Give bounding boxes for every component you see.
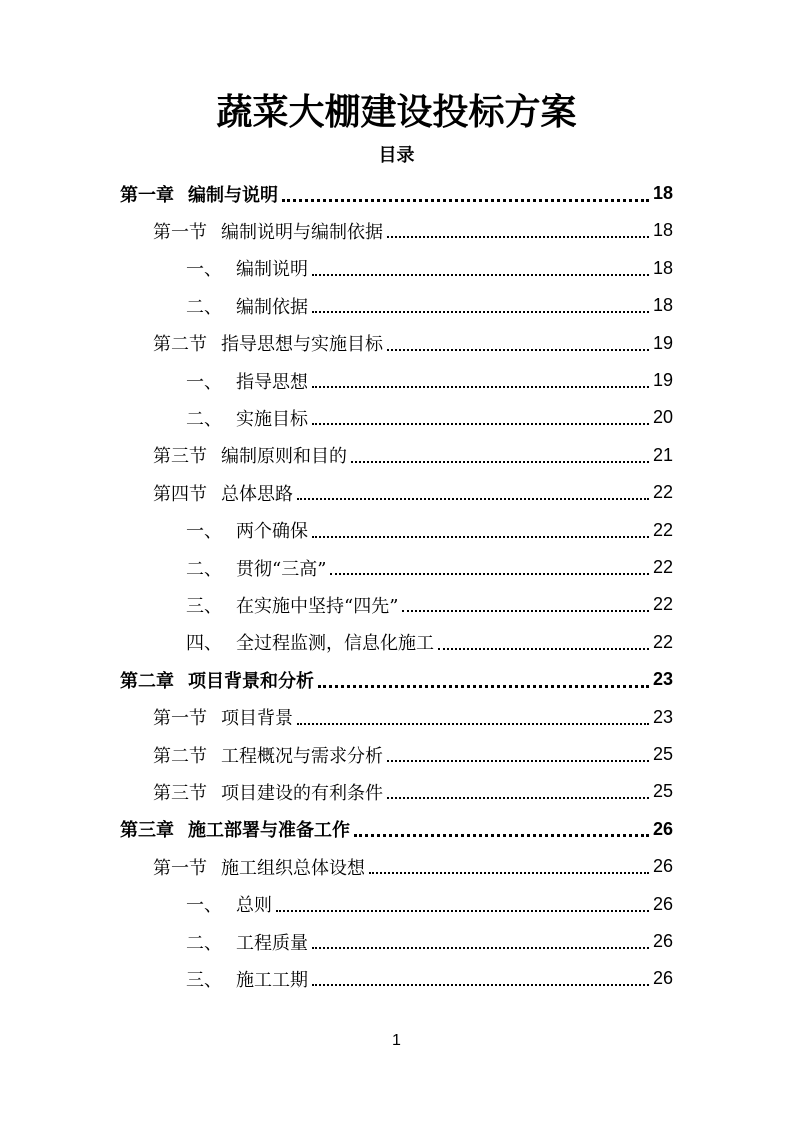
toc-entry-text: 在实施中坚持“四先”	[236, 595, 399, 617]
toc-entry-number: 一、	[186, 521, 222, 543]
toc-entry-number: 第三节	[153, 782, 207, 804]
toc-entry-text: 编制依据	[236, 296, 308, 318]
toc-entry-text: 总体思路	[221, 483, 293, 505]
toc-dot-leader	[318, 684, 649, 688]
toc-entry-label	[153, 742, 383, 768]
toc-entry-label	[186, 929, 308, 955]
toc-entry-number: 三、	[186, 595, 222, 617]
toc-entry-text: 实施目标	[236, 408, 308, 430]
toc-entry-number: 第二节	[153, 334, 207, 356]
toc-entry-page: 26	[652, 893, 673, 914]
toc-dot-leader	[387, 759, 649, 762]
toc-entry-text: 全过程监测，信息化施工	[236, 633, 434, 655]
toc-entry-text: 项目背景和分析	[188, 670, 314, 692]
toc-entry-page: 25	[652, 781, 673, 802]
toc-entry-text: 指导思想	[236, 371, 308, 393]
toc-entry-page: 22	[652, 482, 673, 503]
toc-entry-text: 项目背景	[221, 708, 293, 730]
toc-entry[interactable]	[186, 586, 673, 623]
toc-entry-label	[186, 592, 398, 618]
toc-entry-number: 第一节	[153, 708, 207, 730]
toc-entry-page: 20	[652, 407, 673, 428]
toc-entry[interactable]	[153, 736, 673, 773]
toc-entry-number: 二、	[186, 408, 222, 430]
toc-dot-leader	[387, 348, 649, 351]
toc-entry[interactable]	[153, 437, 673, 474]
toc-entry-label	[186, 629, 434, 655]
toc-dot-leader	[330, 572, 649, 575]
toc-entry-text: 贯彻“三高”	[236, 558, 327, 580]
toc-entry-page: 23	[652, 706, 673, 727]
toc-dot-leader	[312, 422, 649, 425]
toc-dot-leader	[276, 909, 649, 912]
toc-entry-label	[120, 667, 314, 693]
toc-entry-number: 二、	[186, 296, 222, 318]
toc-entry[interactable]	[153, 212, 673, 249]
toc-entry-label	[186, 293, 308, 319]
toc-entry-page: 18	[652, 295, 673, 316]
toc-entry-page: 22	[652, 594, 673, 615]
toc-entry-label	[153, 330, 383, 356]
toc-entry-page: 19	[652, 332, 673, 353]
toc-dot-leader	[297, 722, 649, 725]
toc-dot-leader	[312, 385, 649, 388]
toc-entry[interactable]	[186, 886, 673, 923]
toc-entry-number: 第四节	[153, 483, 207, 505]
toc-entry-label	[186, 966, 308, 992]
toc-dot-leader	[387, 796, 649, 799]
toc-entry-label	[120, 181, 278, 207]
toc-dot-leader	[312, 535, 649, 538]
toc-entry[interactable]	[186, 250, 673, 287]
toc-entry-label	[153, 854, 365, 880]
toc-entry-page: 26	[652, 856, 673, 877]
toc-entry-number: 二、	[186, 932, 222, 954]
toc-entry-text: 编制原则和目的	[221, 446, 347, 468]
toc-entry[interactable]	[186, 399, 673, 436]
toc-entry-page: 18	[652, 183, 673, 203]
toc-entry-label	[186, 368, 308, 394]
document-title: 蔬菜大棚建设投标方案	[216, 92, 577, 133]
toc-entry-label	[120, 816, 350, 842]
toc-entry-label	[153, 704, 293, 730]
toc-entry-text: 总则	[236, 895, 272, 917]
toc-dot-leader	[354, 833, 649, 837]
toc-entry[interactable]	[120, 661, 673, 698]
toc-entry[interactable]	[186, 624, 673, 661]
toc-entry-page: 22	[652, 519, 673, 540]
toc-entry[interactable]	[153, 325, 673, 362]
toc-entry[interactable]	[186, 512, 673, 549]
toc-entry-number: 一、	[186, 371, 222, 393]
toc-entry-text: 施工组织总体设想	[221, 857, 365, 879]
toc-entry-page: 22	[652, 631, 673, 652]
toc-entry-page: 18	[652, 220, 673, 241]
toc-entry-number: 一、	[186, 259, 222, 281]
toc-entry-page: 18	[652, 257, 673, 278]
toc-entry-text: 项目建设的有利条件	[221, 782, 383, 804]
toc-entry-page: 26	[652, 968, 673, 989]
toc-entry-text: 施工工期	[236, 969, 308, 991]
toc-dot-leader	[312, 983, 649, 986]
toc-entry-page: 26	[652, 818, 673, 839]
toc-dot-leader	[297, 497, 649, 500]
toc-entry-number: 二、	[186, 558, 222, 580]
toc-dot-leader	[387, 235, 649, 238]
toc-entry-label	[186, 555, 326, 581]
toc-dot-leader	[369, 871, 649, 874]
toc-entry[interactable]	[186, 549, 673, 586]
toc-entry-label	[186, 255, 308, 281]
toc-entry[interactable]	[153, 773, 673, 810]
toc-entry-label	[186, 891, 272, 917]
toc-entry[interactable]	[186, 362, 673, 399]
toc-entry-label	[153, 442, 347, 468]
page-number: 1	[392, 1032, 401, 1049]
toc-dot-leader	[312, 273, 649, 276]
toc-dot-leader	[351, 460, 649, 463]
toc-entry-number: 三、	[186, 969, 222, 991]
toc-dot-leader	[402, 609, 649, 612]
toc-entry-text: 工程质量	[236, 932, 308, 954]
toc-dot-leader	[282, 198, 649, 202]
toc-entry[interactable]	[153, 848, 673, 885]
toc-entry-text: 施工部署与准备工作	[188, 820, 350, 842]
toc-entry-number: 第二节	[153, 745, 207, 767]
toc-entry-text: 编制与说明	[188, 184, 278, 206]
toc-entry[interactable]	[186, 287, 673, 324]
toc-entry-number: 第一节	[153, 857, 207, 879]
toc-entry-label	[186, 517, 308, 543]
toc-entry-number: 第一章	[120, 184, 174, 206]
toc-entry-number: 第一节	[153, 221, 207, 243]
toc-entry-page: 25	[652, 744, 673, 764]
toc-entry-label	[153, 779, 383, 805]
toc-dot-leader	[312, 946, 649, 949]
toc-entry-label	[186, 405, 308, 431]
toc-entry[interactable]	[120, 175, 673, 212]
toc-entry-label	[153, 218, 383, 244]
toc-entry-page: 26	[652, 931, 673, 951]
toc-entry[interactable]	[186, 923, 673, 960]
toc-entry-page: 23	[652, 669, 673, 690]
toc-entry[interactable]	[153, 699, 673, 736]
toc-entry[interactable]	[186, 960, 673, 997]
toc-entry-text: 指导思想与实施目标	[221, 334, 383, 356]
toc-entry-number: 第三章	[120, 820, 174, 842]
toc-entry-number: 一、	[186, 895, 222, 917]
toc-dot-leader	[438, 647, 649, 650]
toc-entry-page: 19	[652, 370, 673, 390]
toc-entry-label	[153, 480, 293, 506]
toc-dot-leader	[312, 310, 649, 313]
toc-entry-text: 编制说明	[236, 259, 308, 281]
toc-entry-text: 工程概况与需求分析	[221, 745, 383, 767]
toc-entry-text: 两个确保	[236, 521, 308, 543]
toc-entry-page: 21	[652, 444, 673, 465]
toc-heading: 目录	[378, 145, 415, 166]
toc-entry[interactable]	[153, 474, 673, 511]
toc-entry-number: 第二章	[120, 670, 174, 692]
toc-entry-text: 编制说明与编制依据	[221, 221, 383, 243]
toc-entry[interactable]	[120, 811, 673, 848]
toc-entry-number: 第三节	[153, 446, 207, 468]
toc-entry-page: 22	[652, 557, 673, 577]
toc-entry-number: 四、	[186, 633, 222, 655]
